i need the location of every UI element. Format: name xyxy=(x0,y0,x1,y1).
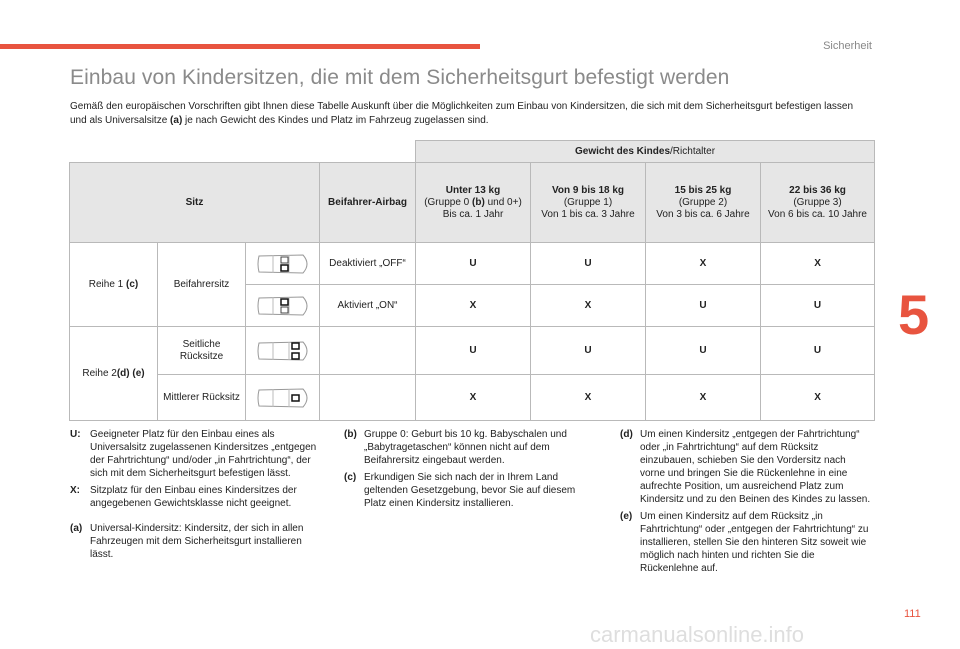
group-0-header: Unter 13 kg (Gruppe 0 (b) und 0+) Bis ca. 1 Jahr xyxy=(416,163,531,243)
value-cell: X xyxy=(531,375,646,421)
intro-paragraph: Gemäß den europäischen Vorschriften gibt Ihnen diese Tabelle Auskunft über die Möglichkeiten zum Einbau von Kindersitzen, die sich mit dem Sicherheitsgurt befestigen lassen und als Universalsitze (a) je nach Gewicht des Kindes und Platz im Fahrzeug zugelassen sind. xyxy=(70,101,854,126)
seat-label: Mittlerer Rücksitz xyxy=(158,375,246,421)
header-accent-bar xyxy=(0,44,480,49)
child-seat-table xyxy=(69,140,875,421)
group-3-header: 22 bis 36 kg (Gruppe 3) Von 6 bis ca. 10 Jahre xyxy=(761,163,875,243)
airbag-cell xyxy=(320,327,416,375)
table-row xyxy=(70,375,875,421)
note-c: (c) Erkundigen Sie sich nach der in Ihrem Land geltenden Gesetzgebung, bevor Sie auf diesem Platz einen Kindersitz installieren. xyxy=(344,472,576,509)
notes-column-3 xyxy=(620,428,872,579)
seat-label: Beifahrersitz xyxy=(158,243,246,327)
note-u: U: Geeigneter Platz für den Einbau eines als Universalsitz zugelassenen Kindersitzes „entgegen der Fahrtrichtung“ und/oder „in Fahrtrichtung“, der sich mit dem Sicherheitsgurt befestigen lässt. xyxy=(70,429,317,479)
note-x: X: Sitzplatz für den Einbau eines Kindersitzes der angegebenen Gewichtsklasse nicht geeignet. xyxy=(70,485,297,509)
value-cell: U xyxy=(761,285,875,327)
airbag-on: Aktiviert „ON“ xyxy=(320,285,416,327)
seat-label: Seitliche Rücksitze xyxy=(158,327,246,375)
note-a: (a) Universal-Kindersitz: Kindersitz, der sich in allen Fahrzeugen mit dem Sicherheitsgurt installieren lässt. xyxy=(70,523,304,560)
page-title: Einbau von Kindersitzen, die mit dem Sicherheitsgurt befestigt werden xyxy=(70,66,730,89)
value-cell: X xyxy=(646,375,761,421)
car-front-seat-icon xyxy=(246,243,320,285)
group-1-header: Von 9 bis 18 kg (Gruppe 1) Von 1 bis ca. 3 Jahre xyxy=(531,163,646,243)
col-seat-header: Sitz xyxy=(70,163,320,243)
value-cell: X xyxy=(761,375,875,421)
value-cell: U xyxy=(761,327,875,375)
table-row xyxy=(70,243,875,285)
group-2-header: 15 bis 25 kg (Gruppe 2) Von 3 bis ca. 6 Jahre xyxy=(646,163,761,243)
note-b: (b) Gruppe 0: Geburt bis 10 kg. Babyschalen und „Babytragetaschen“ können nicht auf dem Beifahrersitz eingebaut werden. xyxy=(344,429,567,466)
section-title: Sicherheit xyxy=(823,40,872,52)
value-cell: U xyxy=(531,243,646,285)
row1-label: Reihe 1 (c) xyxy=(70,243,158,327)
value-cell: X xyxy=(416,375,531,421)
value-cell: U xyxy=(531,327,646,375)
value-cell: U xyxy=(416,327,531,375)
car-front-seat-icon xyxy=(246,285,320,327)
note-e: (e) Um einen Kindersitz auf dem Rücksitz „in Fahrtrichtung“ oder „entgegen der Fahrtrichtung“ zu installieren, stellen Sie den hinteren Sitz soweit wie möglich nach hinten und richten Sie die Rückenlehne auf. xyxy=(620,511,869,574)
weight-header: Gewicht des Kindes/Richtalter xyxy=(416,141,875,163)
car-rear-middle-seat-icon xyxy=(246,375,320,421)
value-cell: U xyxy=(416,243,531,285)
value-cell: X xyxy=(416,285,531,327)
car-rear-side-seats-icon xyxy=(246,327,320,375)
watermark: carmanualsonline.info xyxy=(590,622,805,647)
notes-column-2 xyxy=(344,428,594,514)
chapter-number: 5 xyxy=(898,283,930,346)
notes-column-1 xyxy=(70,428,320,565)
col-airbag-header: Beifahrer-Airbag xyxy=(320,163,416,243)
note-d: (d) Um einen Kindersitz „entgegen der Fahrtrichtung“ oder „in Fahrtrichtung“ auf dem Rücksitz einzubauen, schieben Sie den Vordersitz nach vorne und bringen Sie die Rückenlehne in eine aufrechte Position, um ausreichend Platz zum Kindersitz und zu den Beinen des Kindes zu lassen. xyxy=(620,429,871,505)
value-cell: U xyxy=(646,327,761,375)
airbag-cell xyxy=(320,375,416,421)
value-cell: X xyxy=(646,243,761,285)
value-cell: X xyxy=(761,243,875,285)
page-number: 111 xyxy=(904,608,921,620)
value-cell: U xyxy=(646,285,761,327)
row2-label: Reihe 2(d) (e) xyxy=(70,327,158,421)
table-row xyxy=(70,327,875,375)
value-cell: X xyxy=(531,285,646,327)
airbag-off: Deaktiviert „OFF“ xyxy=(320,243,416,285)
